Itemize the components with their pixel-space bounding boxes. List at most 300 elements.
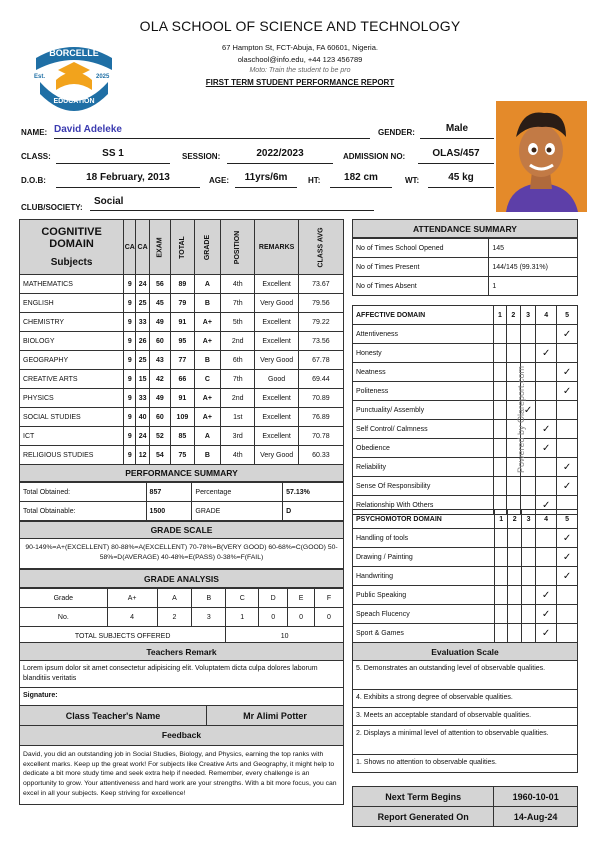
domain-row	[353, 605, 578, 624]
teachers-remark-title: Teachers Remark	[19, 642, 344, 661]
subject-cell: 73.67	[298, 275, 343, 294]
subject-cell: 67.78	[298, 351, 343, 370]
attendance-row	[353, 277, 578, 296]
subject-cell: A+	[194, 389, 220, 408]
check-icon: ✓	[557, 529, 578, 548]
subject-cell: Excellent	[255, 427, 298, 446]
rating-cell	[557, 586, 578, 605]
grade-analysis-table	[19, 588, 344, 646]
scale-header: 4	[536, 306, 557, 325]
rating-cell	[557, 420, 578, 439]
rating-cell	[536, 401, 557, 420]
rating-cell	[536, 325, 557, 344]
ga-grade: A+	[107, 589, 157, 608]
subject-cell: 43	[149, 351, 170, 370]
subject-cell: 7th	[221, 294, 255, 313]
subject-cell: 4th	[221, 446, 255, 465]
subject-cell: 26	[136, 332, 149, 351]
rating-cell	[557, 344, 578, 363]
subject-cell: C	[194, 370, 220, 389]
subject-cell: 9	[124, 294, 136, 313]
rating-cell	[557, 401, 578, 420]
subject-cell: 70.78	[298, 427, 343, 446]
subject-cell: 49	[149, 389, 170, 408]
subject-cell: Excellent	[255, 313, 298, 332]
trait-name: Handwriting	[353, 567, 495, 586]
rating-cell	[508, 586, 522, 605]
grade-scale-title: GRADE SCALE	[19, 521, 344, 539]
ga-grade: A	[157, 589, 192, 608]
attendance-label: No of Times Absent	[353, 277, 489, 296]
header-grade: GRADE	[203, 234, 211, 260]
header-exam: EXAM	[156, 236, 164, 258]
trait-name: Reliability	[353, 458, 494, 477]
subject-name: CREATIVE ARTS	[20, 370, 124, 389]
attendance-table	[352, 238, 578, 296]
student-name: David Adeleke	[54, 124, 370, 139]
subjects-label: Subjects	[50, 257, 93, 268]
rating-cell	[536, 477, 557, 496]
cognitive-title-cell	[20, 220, 124, 275]
trait-name: Public Speaking	[353, 586, 495, 605]
rating-cell	[536, 529, 557, 548]
rating-cell	[557, 624, 578, 643]
subject-cell: 60.33	[298, 446, 343, 465]
subject-name: PHYSICS	[20, 389, 124, 408]
subject-row	[20, 351, 344, 370]
subject-cell: Very Good	[255, 294, 298, 313]
attendance-value: 144/145 (99.31%)	[489, 258, 578, 277]
session-value: 2022/2023	[227, 148, 333, 164]
school-header	[120, 18, 480, 87]
grade-analysis-title: GRADE ANALYSIS	[19, 569, 344, 588]
rating-cell	[493, 477, 506, 496]
ga-count: 2	[157, 608, 192, 627]
ga-total-label: TOTAL SUBJECTS OFFERED	[20, 627, 226, 646]
club-label: CLUB/SOCIETY:	[21, 203, 83, 212]
check-icon: ✓	[536, 439, 557, 458]
subject-cell: A	[194, 275, 220, 294]
rating-cell	[557, 605, 578, 624]
dob-label: D.O.B:	[21, 176, 46, 185]
subject-row	[20, 275, 344, 294]
rating-cell	[493, 363, 506, 382]
admission-label: ADMISSION NO:	[343, 152, 406, 161]
rating-cell	[493, 401, 506, 420]
trait-name: Politeness	[353, 382, 494, 401]
scale-header: 2	[506, 306, 520, 325]
subject-cell: Excellent	[255, 408, 298, 427]
scale-header: 3	[520, 306, 535, 325]
school-motto: Moto: Train the student to be pro	[249, 67, 351, 74]
footer-table	[352, 786, 578, 827]
rating-cell	[508, 548, 522, 567]
generated-label: Report Generated On	[353, 807, 494, 827]
scale-header: 5	[557, 510, 578, 529]
school-logo	[28, 40, 120, 116]
age-value: 11yrs/6m	[235, 172, 297, 188]
subject-cell: A	[194, 427, 220, 446]
obtained-label: Total Obtained:	[20, 483, 147, 502]
weight-value: 45 kg	[428, 172, 494, 188]
domain-row	[353, 586, 578, 605]
scale-header: 1	[495, 510, 508, 529]
grade-label: GRADE	[192, 502, 283, 521]
subject-cell: 7th	[221, 370, 255, 389]
attendance-title: ATTENDANCE SUMMARY	[352, 219, 578, 238]
subject-cell: 2nd	[221, 389, 255, 408]
subject-cell: Excellent	[255, 389, 298, 408]
evaluation-list	[352, 661, 578, 773]
subject-row	[20, 313, 344, 332]
obtainable-value: 1500	[146, 502, 192, 521]
evaluation-item: 2. Displays a minimal level of attention to observable qualities.	[352, 726, 578, 755]
trait-name: Attentiveness	[353, 325, 494, 344]
scale-header: 5	[557, 306, 578, 325]
age-label: AGE:	[209, 176, 229, 185]
subject-cell: 24	[136, 427, 149, 446]
subject-cell: 9	[124, 313, 136, 332]
height-value: 182 cm	[330, 172, 392, 188]
student-photo	[496, 101, 587, 212]
rating-cell	[495, 586, 508, 605]
performance-title: PERFORMANCE SUMMARY	[19, 464, 344, 482]
ga-count: 1	[226, 608, 259, 627]
check-icon: ✓	[536, 586, 557, 605]
domain-row	[353, 624, 578, 643]
domain-row	[353, 548, 578, 567]
school-address: 67 Hampton St, FCT-Abuja, FA 60601, Nigeria.	[222, 43, 378, 52]
rating-cell	[557, 439, 578, 458]
session-label: SESSION:	[182, 152, 221, 161]
rating-cell	[493, 382, 506, 401]
header-position: POSITION	[234, 230, 242, 264]
trait-name: Relationship With Others	[353, 496, 494, 515]
school-name: OLA SCHOOL OF SCIENCE AND TECHNOLOGY	[139, 18, 461, 34]
obtained-value: 857	[146, 483, 192, 502]
logo-year: 2025	[96, 74, 110, 80]
rating-cell	[522, 567, 536, 586]
subject-cell: B	[194, 294, 220, 313]
psychomotor-table	[352, 509, 578, 643]
subject-cell: 85	[171, 427, 195, 446]
check-icon: ✓	[557, 477, 578, 496]
header-ca1: CA	[124, 220, 136, 275]
ga-count: 0	[259, 608, 288, 627]
rating-cell	[522, 548, 536, 567]
check-icon: ✓	[536, 624, 557, 643]
subject-cell: Very Good	[255, 351, 298, 370]
ga-grade: D	[259, 589, 288, 608]
evaluation-item: 5. Demonstrates an outstanding level of observable qualities.	[352, 661, 578, 690]
gender-label: GENDER:	[378, 128, 415, 137]
rating-cell	[508, 567, 522, 586]
subject-name: GEOGRAPHY	[20, 351, 124, 370]
subject-cell: 2nd	[221, 332, 255, 351]
subject-row	[20, 332, 344, 351]
subject-cell: 69.44	[298, 370, 343, 389]
subject-cell: 9	[124, 446, 136, 465]
rating-cell	[495, 567, 508, 586]
domain-row	[353, 401, 578, 420]
domain-row	[353, 529, 578, 548]
ga-count: 0	[288, 608, 315, 627]
rating-cell	[508, 605, 522, 624]
subject-cell: 9	[124, 408, 136, 427]
header-ca2: CA	[136, 220, 149, 275]
subject-cell: 79	[171, 294, 195, 313]
trait-name: Sense Of Responsibility	[353, 477, 494, 496]
rating-cell	[495, 548, 508, 567]
trait-name: Honesty	[353, 344, 494, 363]
subject-name: ICT	[20, 427, 124, 446]
subject-cell: 15	[136, 370, 149, 389]
scale-header: 2	[508, 510, 522, 529]
check-icon: ✓	[557, 382, 578, 401]
grade-value: D	[283, 502, 344, 521]
header-class-avg: CLASS AVG	[317, 226, 325, 268]
ga-count: 3	[192, 608, 226, 627]
rating-cell	[536, 458, 557, 477]
check-icon: ✓	[520, 401, 535, 420]
domain-row	[353, 325, 578, 344]
feedback-text: David, you did an outstanding job in Social Studies, Biology, and Physics, earning the top ranks with excellent marks. Keep up the great work! For subjects like Creative Arts and Geography, it might help to dedicate a bit more study time and seek extra help if needed. Remember, every challenge is an opportunity to grow. Your attentiveness and hard work are your strengths. With a bit more focus, you can excel in all your subjects. Keep striving for excellence!	[19, 746, 344, 805]
header-total: TOTAL	[178, 235, 186, 259]
rating-cell	[508, 529, 522, 548]
subject-name: MATHEMATICS	[20, 275, 124, 294]
subject-cell: B	[194, 446, 220, 465]
ga-grade-label: Grade	[20, 589, 108, 608]
subject-cell: 33	[136, 389, 149, 408]
domain-row	[353, 344, 578, 363]
subject-cell: 70.89	[298, 389, 343, 408]
subject-cell: 6th	[221, 351, 255, 370]
subject-cell: 9	[124, 332, 136, 351]
height-label: HT:	[308, 176, 321, 185]
weight-label: WT:	[405, 176, 420, 185]
domain-header-row	[353, 306, 578, 325]
attendance-label: No of Times School Opened	[353, 239, 489, 258]
domain-row	[353, 420, 578, 439]
subject-cell: 52	[149, 427, 170, 446]
trait-name: Speach Flucency	[353, 605, 495, 624]
name-label: NAME:	[21, 128, 48, 137]
check-icon: ✓	[557, 325, 578, 344]
check-icon: ✓	[536, 344, 557, 363]
subject-cell: 5th	[221, 313, 255, 332]
logo-est: Est.	[34, 74, 46, 80]
logo-bottom-text: EDUCATION	[53, 98, 95, 105]
evaluation-item: 3. Meets an acceptable standard of observable qualities.	[352, 708, 578, 726]
subject-cell: 9	[124, 351, 136, 370]
attendance-row	[353, 239, 578, 258]
rating-cell	[495, 529, 508, 548]
subject-cell: 60	[149, 332, 170, 351]
subject-name: ENGLISH	[20, 294, 124, 313]
ga-grade: E	[288, 589, 315, 608]
domain-title: PSYCHOMOTOR DOMAIN	[353, 510, 495, 529]
admission-value: OLAS/457	[418, 148, 494, 164]
subject-name: SOCIAL STUDIES	[20, 408, 124, 427]
rating-cell	[495, 624, 508, 643]
subject-cell: 33	[136, 313, 149, 332]
check-icon: ✓	[557, 548, 578, 567]
attendance-label: No of Times Present	[353, 258, 489, 277]
subject-row	[20, 408, 344, 427]
rating-cell	[536, 382, 557, 401]
rating-cell	[536, 363, 557, 382]
rating-cell	[520, 477, 535, 496]
dob-value: 18 February, 2013	[56, 172, 200, 188]
rating-cell	[506, 477, 520, 496]
domain-title: AFFECTIVE DOMAIN	[353, 306, 494, 325]
signature-row	[19, 688, 344, 706]
check-icon: ✓	[557, 458, 578, 477]
ga-count: 4	[107, 608, 157, 627]
subject-cell: 75	[171, 446, 195, 465]
rating-cell	[493, 344, 506, 363]
teacher-name-label: Class Teacher's Name	[19, 706, 207, 726]
subject-cell: 4th	[221, 275, 255, 294]
rating-cell	[493, 420, 506, 439]
scale-header: 3	[522, 510, 536, 529]
subject-cell: Excellent	[255, 275, 298, 294]
subject-cell: 25	[136, 294, 149, 313]
attendance-row	[353, 258, 578, 277]
attendance-value: 145	[489, 239, 578, 258]
ga-grade: C	[226, 589, 259, 608]
performance-table	[19, 482, 344, 521]
check-icon: ✓	[536, 496, 557, 515]
subject-cell: 95	[171, 332, 195, 351]
rating-cell	[522, 605, 536, 624]
subject-cell: 9	[124, 427, 136, 446]
ga-no-label: No.	[20, 608, 108, 627]
domain-row	[353, 458, 578, 477]
subject-cell: 73.56	[298, 332, 343, 351]
check-icon: ✓	[536, 605, 557, 624]
check-icon: ✓	[536, 420, 557, 439]
cognitive-table	[19, 219, 344, 465]
gender-value: Male	[420, 123, 494, 139]
rating-cell	[493, 325, 506, 344]
subject-cell: 66	[171, 370, 195, 389]
trait-name: Neatness	[353, 363, 494, 382]
subject-cell: 9	[124, 370, 136, 389]
generated-value: 14-Aug-24	[494, 807, 578, 827]
ga-total-value: 10	[226, 627, 344, 646]
rating-cell	[508, 624, 522, 643]
header-remarks: REMARKS	[255, 220, 298, 275]
subject-cell: 89	[171, 275, 195, 294]
evaluation-item: 4. Exhibits a strong degree of observable qualities.	[352, 690, 578, 708]
subject-cell: 25	[136, 351, 149, 370]
rating-cell	[522, 529, 536, 548]
rating-cell	[495, 605, 508, 624]
teacher-name-value: Mr Alimi Potter	[207, 706, 344, 726]
subject-cell: 45	[149, 294, 170, 313]
next-term-value: 1960-10-01	[494, 787, 578, 807]
domain-row	[353, 567, 578, 586]
subject-cell: Good	[255, 370, 298, 389]
subject-row	[20, 370, 344, 389]
subject-cell: 3rd	[221, 427, 255, 446]
subject-cell: 79.56	[298, 294, 343, 313]
logo-top-text: BORCELLE	[49, 48, 99, 58]
feedback-title: Feedback	[19, 726, 344, 746]
percentage-label: Percentage	[192, 483, 283, 502]
teachers-remark-text: Lorem ipsum dolor sit amet consectetur adipisicing elit. Voluptatem dicta culpa dolores laborum blanditiis veritatis	[19, 661, 344, 688]
subject-cell: 76.89	[298, 408, 343, 427]
obtainable-label: Total Obtainable:	[20, 502, 147, 521]
trait-name: Obedience	[353, 439, 494, 458]
ga-count: 0	[315, 608, 344, 627]
school-contact: olaschool@info.edu, +44 123 456789	[237, 55, 363, 64]
subject-row	[20, 294, 344, 313]
subject-cell: 24	[136, 275, 149, 294]
subject-name: RELIGIOUS STUDIES	[20, 446, 124, 465]
check-icon: ✓	[557, 363, 578, 382]
subject-row	[20, 446, 344, 465]
domain-row	[353, 477, 578, 496]
class-label: CLASS:	[21, 152, 51, 161]
scale-header: 4	[536, 510, 557, 529]
subject-row	[20, 427, 344, 446]
subject-cell: 49	[149, 313, 170, 332]
subject-cell: 9	[124, 389, 136, 408]
domain-header-row	[353, 510, 578, 529]
check-icon: ✓	[557, 567, 578, 586]
subject-cell: Very Good	[255, 446, 298, 465]
watermark: Powered by Olareport.com	[516, 365, 526, 473]
subject-cell: 40	[136, 408, 149, 427]
grade-scale-text: 90-149%=A+(EXCELLENT) 80-88%=A(EXCELLENT) 70-78%=B(VERY GOOD) 60-68%=C(GOOD) 50-58%=D(AVERAGE) 40-48%=E(PASS) 0-38%=F(FAIL)	[19, 539, 344, 569]
ga-grade: B	[192, 589, 226, 608]
subject-row	[20, 389, 344, 408]
subject-cell: A+	[194, 332, 220, 351]
affective-table	[352, 305, 578, 515]
class-value: SS 1	[56, 148, 170, 164]
trait-name: Sport & Games	[353, 624, 495, 643]
subject-cell: 42	[149, 370, 170, 389]
subject-cell: 54	[149, 446, 170, 465]
cognitive-title: COGNITIVE DOMAIN	[41, 226, 102, 250]
signature-label: Signature:	[23, 692, 58, 699]
next-term-label: Next Term Begins	[353, 787, 494, 807]
subject-cell: 12	[136, 446, 149, 465]
evaluation-item: 1. Shows no attention to observable qualities.	[352, 755, 578, 773]
subject-cell: 9	[124, 275, 136, 294]
subject-cell: Excellent	[255, 332, 298, 351]
ga-grade: F	[315, 589, 344, 608]
trait-name: Self Control/ Calmness	[353, 420, 494, 439]
scale-header: 1	[493, 306, 506, 325]
rating-cell	[493, 458, 506, 477]
attendance-value: 1	[489, 277, 578, 296]
trait-name: Handling of tools	[353, 529, 495, 548]
subject-cell: 109	[171, 408, 195, 427]
evaluation-title: Evaluation Scale	[352, 642, 578, 661]
report-title: FIRST TERM STUDENT PERFORMANCE REPORT	[205, 78, 395, 87]
rating-cell	[522, 624, 536, 643]
rating-cell	[536, 567, 557, 586]
subject-name: BIOLOGY	[20, 332, 124, 351]
rating-cell	[536, 548, 557, 567]
trait-name: Drawing / Painting	[353, 548, 495, 567]
subject-cell: 91	[171, 389, 195, 408]
club-value: Social	[90, 196, 374, 211]
subject-cell: B	[194, 351, 220, 370]
